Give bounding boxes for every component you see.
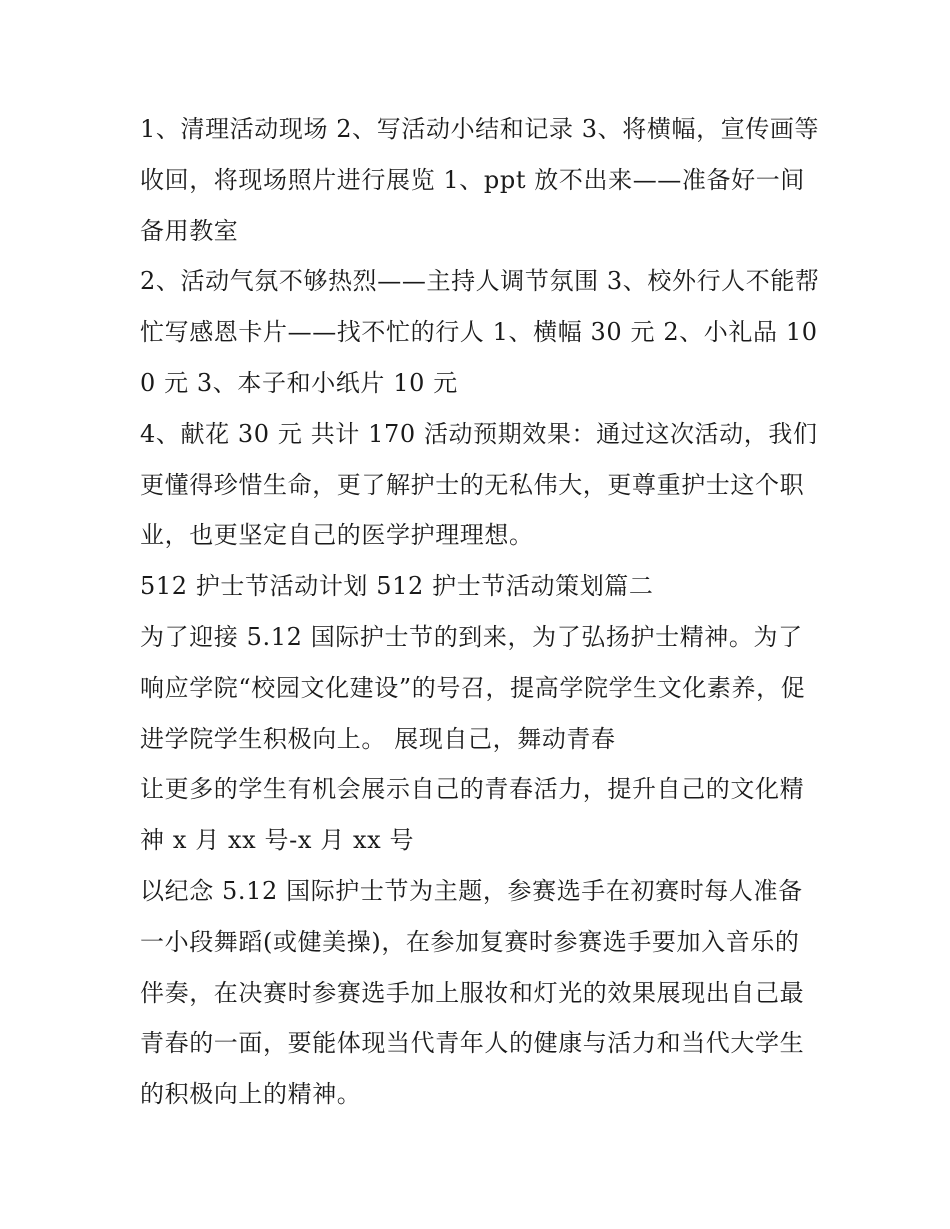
document-body (140, 104, 820, 1120)
paragraph-budget-total-and-expected-effect: 4、献花 30 元 共计 170 活动预期效果：通过这次活动，我们更懂得珍惜生命，更了解护士的无私伟大，更尊重护士这个职业，也更坚定自己的医学护理理想。 (140, 419, 818, 550)
paragraph-contingency-and-budget: 2、活动气氛不够热烈——主持人调节氛围 3、校外行人不能帮忙写感恩卡片——找不忙的行人 1、横幅 30 元 2、小礼品 100 元 3、本子和小纸片 10 元 (140, 267, 820, 397)
paragraph-competition-content: 以纪念 5.12 国际护士节为主题，参赛选手在初赛时每人准备一小段舞蹈(或健美操)，在参加复赛时参赛选手要加入音乐的伴奏，在决赛时参赛选手加上服妆和灯光的效果展现出自己最青春的一面，要能体现当代青年人的健康与活力和当代大学生的积极向上的精神。 (140, 876, 805, 1109)
paragraph-purpose: 为了迎接 5.12 国际护士节的到来，为了弘扬护士精神。为了响应学院“校园文化建设”的号召，提高学院学生文化素养，促进学院学生积极向上。 展现自己，舞动青春 (140, 622, 806, 753)
section-heading: 512 护士节活动计划 512 护士节活动策划篇二 (140, 572, 654, 601)
paragraph-cleanup-and-contingency: 1、清理活动现场 2、写活动小结和记录 3、将横幅，宣传画等收回，将现场照片进行展览 1、ppt 放不出来——准备好一间备用教室 (140, 115, 820, 245)
paragraph-goal-and-date: 让更多的学生有机会展示自己的青春活力，提升自己的文化精神 x 月 xx 号-x 月 xx 号 (140, 775, 805, 855)
